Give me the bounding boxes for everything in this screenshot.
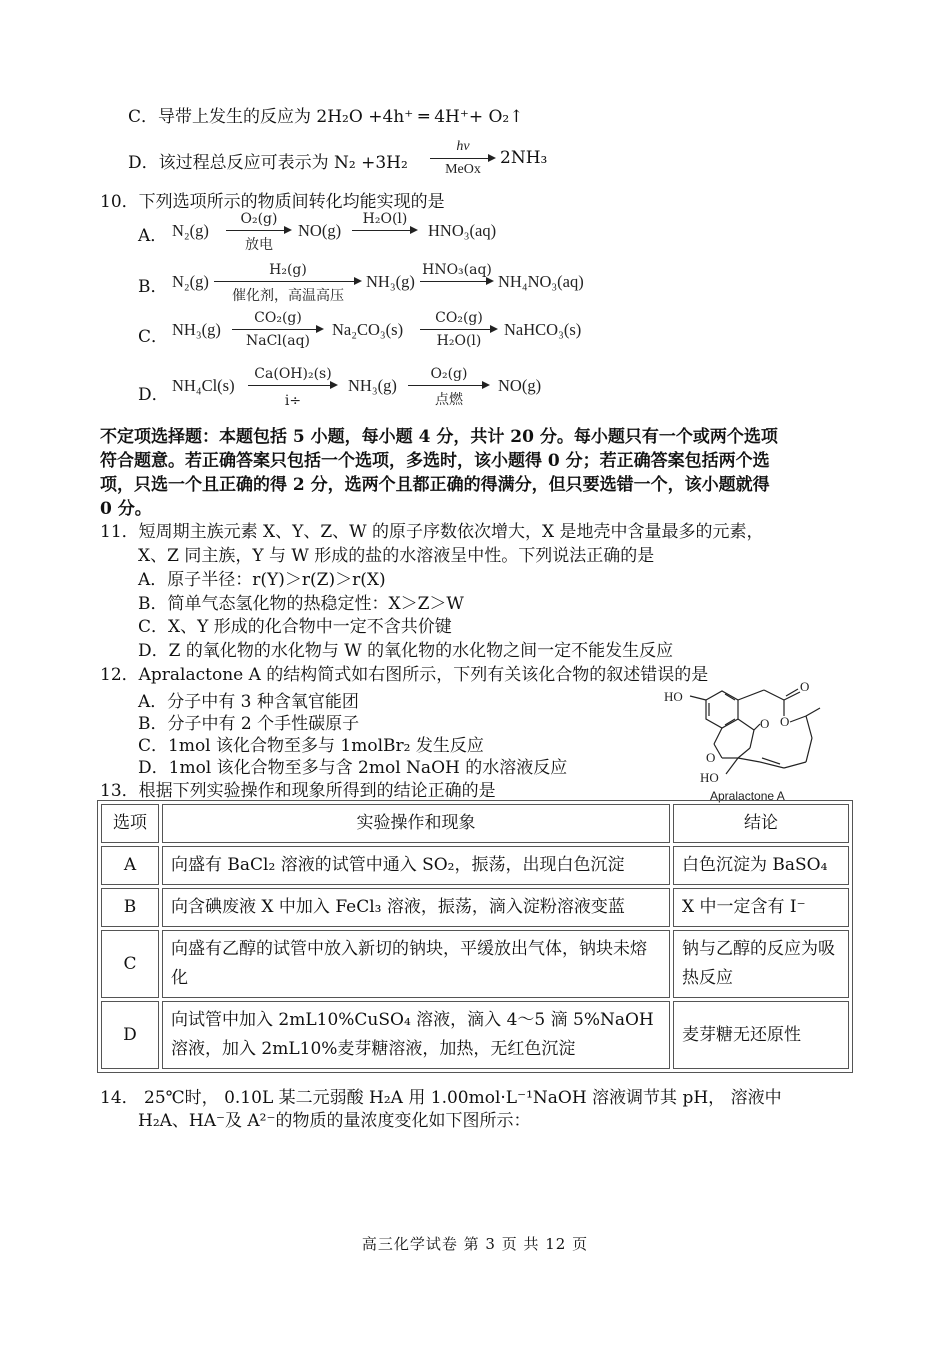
q10-c-arrow1-top: CO₂(g): [254, 310, 302, 326]
table-row: [101, 888, 849, 927]
q10-a-arrow1-bottom: 放电: [245, 237, 273, 253]
q10-d-arrow2-bottom: 点燃: [435, 392, 463, 408]
q10-a-label: A．: [138, 226, 168, 246]
q14-stem-line2: H₂A、HA⁻及 A²⁻的物质的量浓度变化如下图所示：: [138, 1111, 531, 1131]
q10-a-s2: NO(g): [298, 221, 342, 240]
q10-stem: 10．下列选项所示的物质间转化均能实现的是: [100, 192, 445, 212]
q10-c-s2: Na₂CO₃(s): [332, 320, 404, 339]
q10-d-s3: NO(g): [498, 376, 542, 395]
header-operation: 实验操作和现象: [162, 804, 670, 843]
q10-a-arrow2-top: H₂O(l): [362, 211, 408, 227]
q9-option-c: C．导带上发生的反应为 2H₂O +4h⁺ ═ 4H⁺+ O₂↑: [128, 107, 524, 127]
row-option: D: [101, 1001, 159, 1069]
q10-b-arrow1-bottom: 催化剂，高温高压: [232, 288, 344, 304]
fig-ho-bottom: HO: [700, 770, 719, 785]
q9-arrow-bottom: MeOx: [445, 162, 481, 177]
q10-b-arrow2-top: HNO₃(aq): [422, 262, 492, 278]
header-conclusion: 结论: [673, 804, 849, 843]
q11-stem-line2: X、Z 同主族，Y 与 W 形成的盐的水溶液呈中性。下列说法正确的是: [138, 546, 655, 566]
fig-o-ring: O: [706, 750, 716, 765]
row-option: B: [101, 888, 159, 927]
q12-option-d: D．1mol 该化合物至多与含 2mol NaOH 的水溶液反应: [138, 758, 568, 778]
q11-option-d: D．Z 的氧化物的水化物与 W 的氧化物的水化物之间一定不能发生反应: [138, 641, 674, 661]
row-conclusion: 钠与乙醇的反应为吸热反应: [673, 930, 849, 998]
section2-line3: 项，只选一个且正确的得 2 分，选两个且都正确的得满分，但只要选错一个，该小题就得: [100, 475, 770, 495]
q10-c-arrow2-top: CO₂(g): [435, 310, 483, 326]
row-option: A: [101, 846, 159, 885]
q12-option-a: A．分子中有 3 种含氧官能团: [138, 692, 359, 712]
row-conclusion: X 中一定含有 I⁻: [673, 888, 849, 927]
q9-arrow-top: hv: [456, 139, 470, 154]
fig-ho-top: HO: [664, 689, 683, 704]
q14-stem-line1: 14． 25℃时， 0.10L 某二元弱酸 H₂A 用 1.00mol·L⁻¹NaOH 溶液调节其 pH， 溶液中: [100, 1088, 782, 1108]
q10-b-label: B．: [138, 277, 168, 297]
row-conclusion: 麦芽糖无还原性: [673, 1001, 849, 1069]
table-row: [101, 846, 849, 885]
fig-o-carbonyl-top: O: [800, 679, 810, 694]
section2-line4: 0 分。: [100, 499, 152, 519]
fig-o-ketone: O: [760, 716, 770, 731]
q10-d-s1: NH₄Cl(s): [172, 376, 235, 395]
q9-option-d-product: 2NH₃: [500, 148, 548, 168]
q10-d-arrow1-top: Ca(OH)₂(s): [254, 366, 332, 382]
q10-c-arrow1-bottom: NaCl(aq): [245, 333, 311, 349]
q12-option-c: C．1mol 该化合物至多与 1molBr₂ 发生反应: [138, 736, 484, 756]
q11-stem-line1: 11．短周期主族元素 X、Y、Z、W 的原子序数依次增大，X 是地壳中含量最多的元素，: [100, 522, 764, 542]
q10-a-s1: N₂(g): [172, 221, 209, 240]
q10-a-arrow1-top: O₂(g): [240, 211, 278, 227]
q10-d-s2: NH₃(g): [348, 376, 397, 395]
row-operation: 向盛有乙醇的试管中放入新切的钠块，平缓放出气体，钠块未熔化: [162, 930, 670, 998]
section2-line2: 符合题意。若正确答案只包括一个选项，多选时，该小题得 0 分；若正确答案包括两个选: [100, 451, 770, 471]
q9-option-d-prefix: D．该过程总反应可表示为 N₂ +3H₂: [128, 153, 408, 173]
q10-b-s2: NH₃(g): [366, 272, 415, 291]
fig-caption: Apralactone A: [710, 789, 785, 803]
q10-b-s1: N₂(g): [172, 272, 209, 291]
table-row: [101, 930, 849, 998]
q10-b-s3: NH₄NO₃(aq): [498, 272, 584, 291]
q10-b-arrow1-top: H₂(g): [269, 262, 307, 278]
q10-a-s3: HNO₃(aq): [428, 221, 497, 240]
q10-d-arrow2-top: O₂(g): [430, 366, 468, 382]
header-option: 选项: [101, 804, 159, 843]
q10-d-arrow1-bottom: i÷: [284, 393, 302, 409]
table-header-row: [101, 804, 849, 843]
q11-option-c: C．X、Y 形成的化合物中一定不含共价键: [138, 617, 452, 637]
row-operation: 向试管中加入 2mL10%CuSO₄ 溶液，滴入 4～5 滴 5%NaOH 溶液，加入 2mL10%麦芽糖溶液，加热，无红色沉淀: [162, 1001, 670, 1069]
row-conclusion: 白色沉淀为 BaSO₄: [673, 846, 849, 885]
q11-option-a: A．原子半径：r(Y)＞r(Z)＞r(X): [138, 570, 386, 590]
q13-stem: 13．根据下列实验操作和现象所得到的结论正确的是: [100, 781, 496, 801]
q10-c-arrow2-bottom: H₂O(l): [436, 333, 482, 349]
table-row: [101, 1001, 849, 1069]
row-operation: 向含碘废液 X 中加入 FeCl₃ 溶液，振荡，滴入淀粉溶液变蓝: [162, 888, 670, 927]
q11-option-b: B．简单气态氢化物的热稳定性：X＞Z＞W: [138, 594, 464, 614]
section2-line1: 不定项选择题：本题包括 5 小题，每小题 4 分，共计 20 分。每小题只有一个或两个选项: [100, 427, 778, 447]
row-operation: 向盛有 BaCl₂ 溶液的试管中通入 SO₂，振荡，出现白色沉淀: [162, 846, 670, 885]
apralactone-structure-figure: [660, 678, 860, 806]
q10-c-label: C．: [138, 327, 169, 347]
q10-c-s3: NaHCO₃(s): [504, 320, 582, 339]
row-option: C: [101, 930, 159, 998]
fig-o-lactone: O: [780, 714, 790, 729]
q13-table: [97, 800, 853, 1073]
q10-c-s1: NH₃(g): [172, 320, 221, 339]
page-footer: 高三化学试卷 第 3 页 共 12 页: [361, 1235, 589, 1253]
q12-stem: 12．Apralactone A 的结构简式如右图所示，下列有关该化合物的叙述错误的是: [100, 665, 709, 685]
q12-option-b: B．分子中有 2 个手性碳原子: [138, 714, 360, 734]
q10-d-label: D．: [138, 385, 169, 405]
